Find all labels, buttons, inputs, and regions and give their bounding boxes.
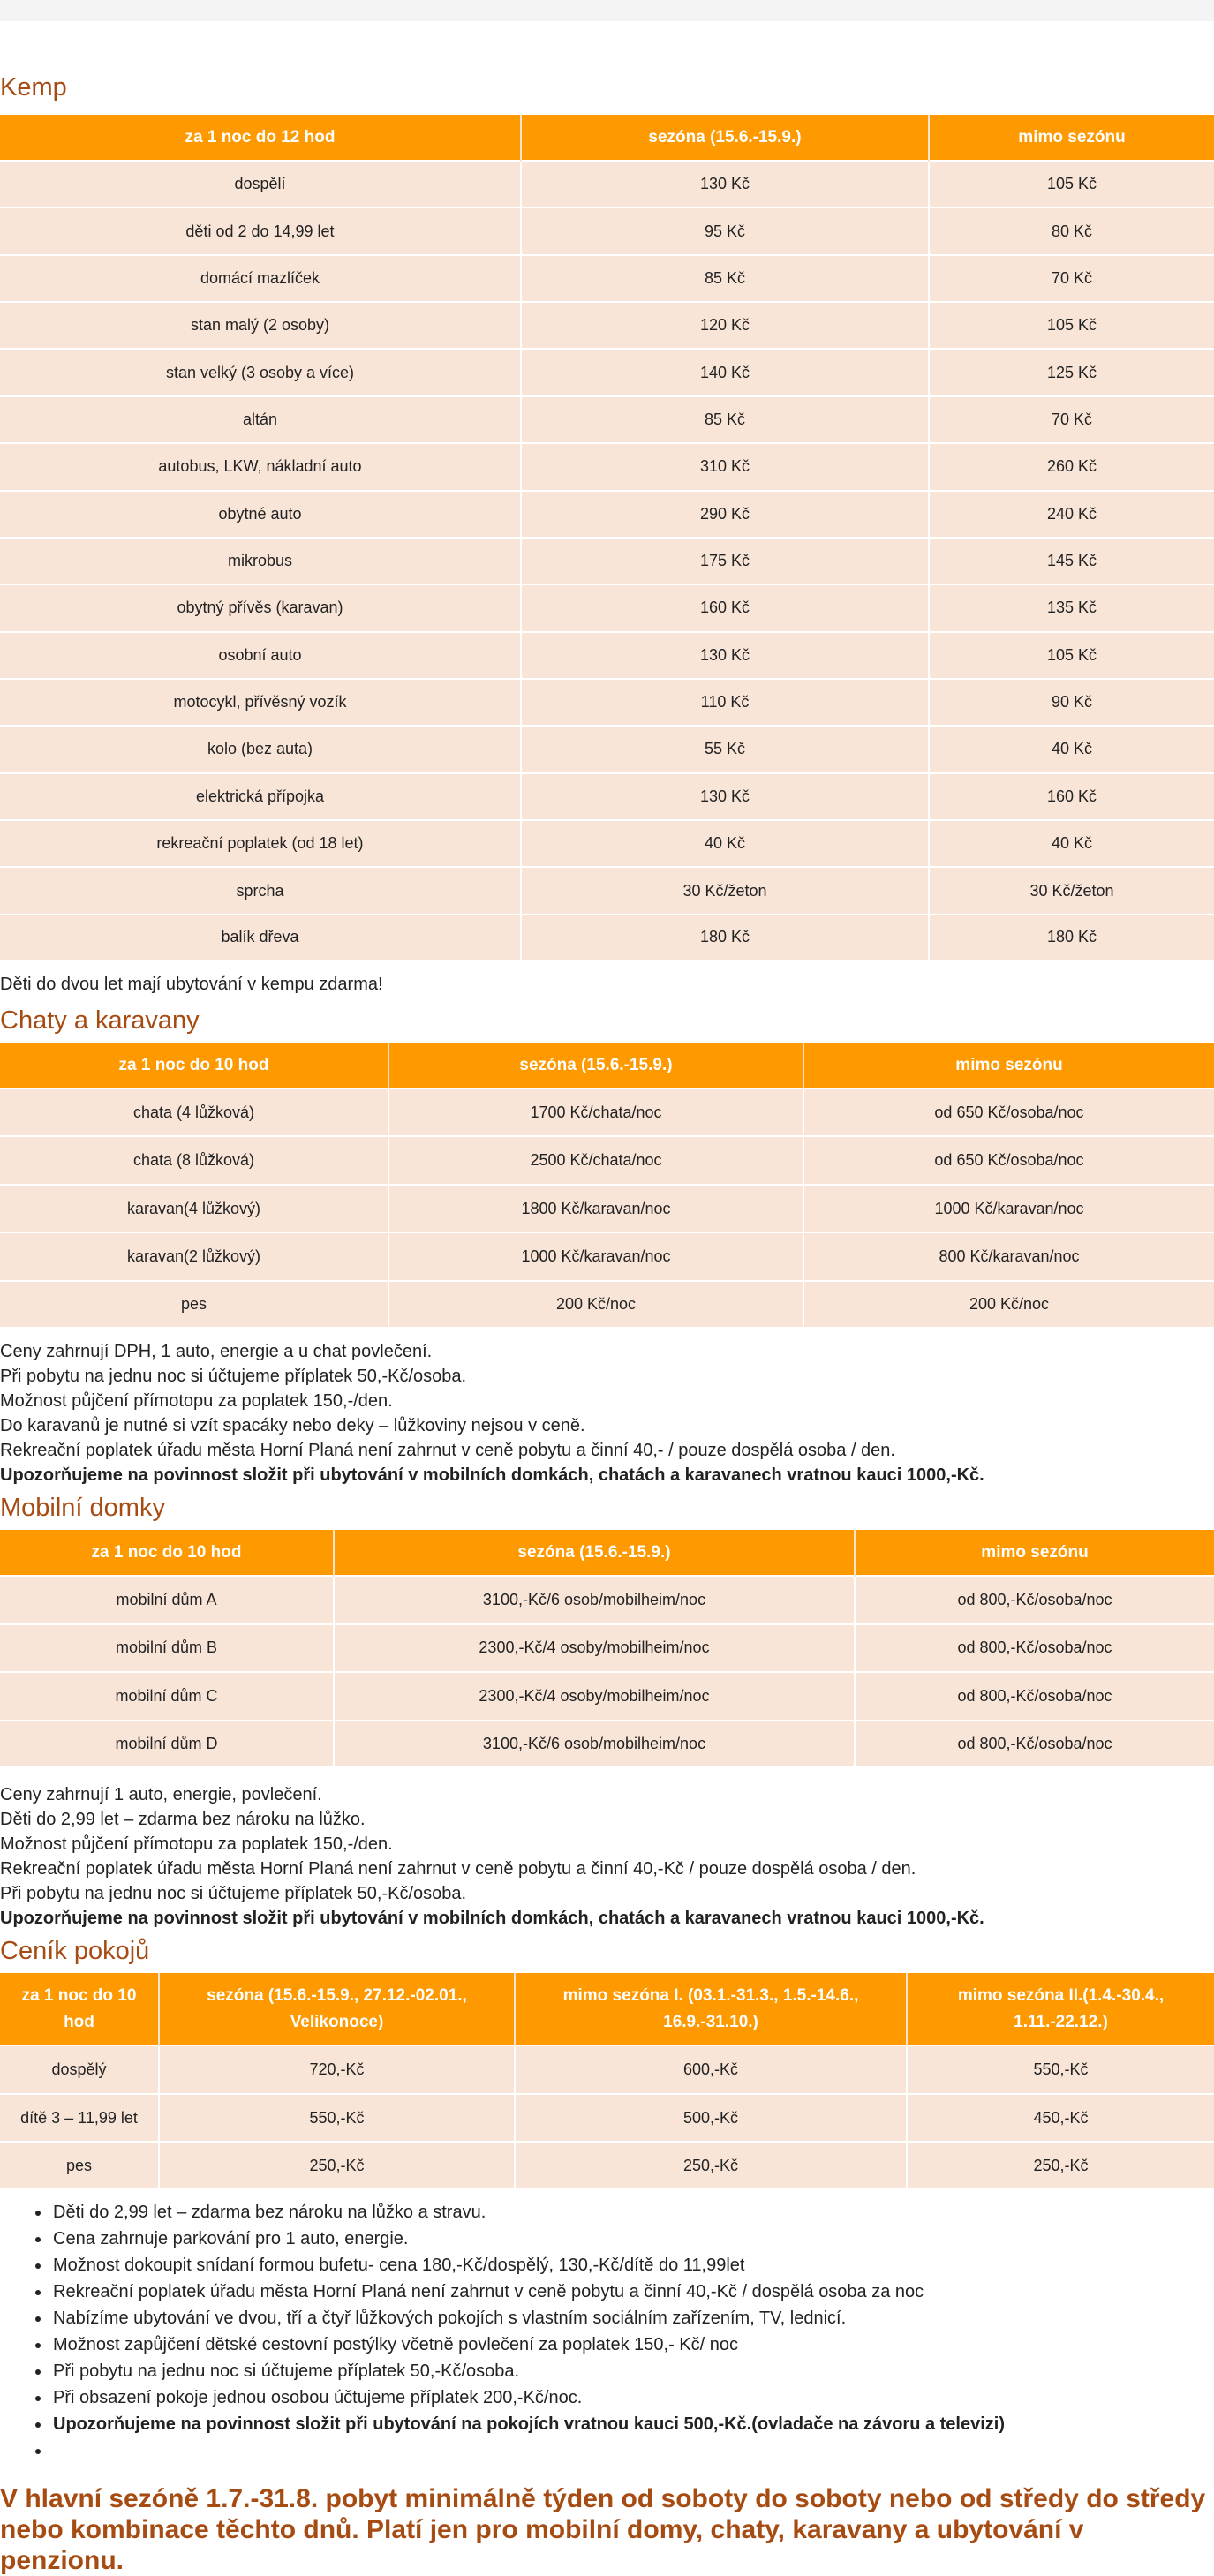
table-row — [0, 584, 1214, 631]
table-cell: 160 Kč — [521, 584, 929, 631]
table-row — [0, 1185, 1214, 1232]
table-cell: karavan(4 lůžkový) — [0, 1185, 388, 1232]
table-cell: od 800,-Kč/osoba/noc — [855, 1672, 1214, 1721]
list-item: • Děti do 2,99 let – zdarma bez nároku na lůžko a stravu. — [51, 2199, 1214, 2226]
table-cell: od 800,-Kč/osoba/noc — [855, 1576, 1214, 1624]
mobilni-note: Děti do 2,99 let – zdarma bez nároku na lůžko. — [0, 1810, 366, 1829]
table-cell: 130 Kč — [521, 773, 929, 820]
table-cell: sprcha — [0, 867, 521, 914]
chaty-note: Do karavanů je nutné si vzít spacáky nebo deky – lůžkoviny nejsou v ceně. — [0, 1416, 585, 1435]
table-cell: 180 Kč — [521, 915, 929, 960]
table-cell: obytný přívěs (karavan) — [0, 584, 521, 631]
chaty-notes — [0, 1339, 1214, 1488]
table-cell: 600,-Kč — [515, 2045, 907, 2094]
table-cell: 250,-Kč — [907, 2142, 1214, 2188]
table-cell: domácí mazlíček — [0, 255, 521, 302]
mobilni-note: Ceny zahrnují 1 auto, energie, povlečení. — [0, 1785, 322, 1804]
table-row — [0, 726, 1214, 772]
table-cell: 2300,-Kč/4 osoby/mobilheim/noc — [334, 1672, 855, 1721]
table-cell: 200 Kč/noc — [388, 1281, 803, 1327]
table-row — [0, 1088, 1214, 1136]
table-cell: 3100,-Kč/6 osob/mobilheim/noc — [334, 1721, 855, 1766]
table-cell: 290 Kč — [521, 491, 929, 538]
table-cell: 550,-Kč — [907, 2045, 1214, 2094]
table-cell: 105 Kč — [929, 302, 1214, 349]
table-row — [0, 302, 1214, 349]
table-cell: balík dřeva — [0, 915, 521, 960]
pokoje-info-list — [0, 2199, 1214, 2464]
chaty-note: Ceny zahrnují DPH, 1 auto, energie a u chat povlečení. — [0, 1342, 433, 1361]
table-row — [0, 820, 1214, 867]
table-row — [0, 867, 1214, 914]
table-row — [0, 443, 1214, 490]
table-cell: stan velký (3 osoby a více) — [0, 349, 521, 395]
column-header: mimo sezóna II.(1.4.-30.4., 1.11.-22.12.) — [907, 1973, 1214, 2045]
mobilni-note: Rekreační poplatek úřadu města Horní Planá není zahrnut v ceně pobytu a činní 40,-Kč / pouze dospělá osoba / den. — [0, 1859, 916, 1879]
table-row — [0, 1136, 1214, 1184]
table-cell: osobní auto — [0, 632, 521, 679]
table-row — [0, 2045, 1214, 2094]
table-row — [0, 915, 1214, 960]
table-cell: motocykl, přívěsný vozík — [0, 679, 521, 726]
table-cell: 720,-Kč — [159, 2045, 515, 2094]
table-cell: obytné auto — [0, 491, 521, 538]
table-cell: 240 Kč — [929, 491, 1214, 538]
table-cell: 30 Kč/žeton — [521, 867, 929, 914]
table-cell: 135 Kč — [929, 584, 1214, 631]
table-cell: 2300,-Kč/4 osoby/mobilheim/noc — [334, 1624, 855, 1673]
column-header: mimo sezónu — [803, 1043, 1214, 1088]
table-cell: 140 Kč — [521, 349, 929, 395]
column-header: za 1 noc do 10 hod — [0, 1043, 388, 1088]
mobilni-deposit-note: Upozorňujeme na povinnost složit při ubytování v mobilních domkách, chatách a karavanech vratnou kauci 1000,-Kč. — [0, 1909, 984, 1928]
table-cell: dítě 3 – 11,99 let — [0, 2094, 159, 2143]
table-cell: autobus, LKW, nákladní auto — [0, 443, 521, 490]
table-cell: pes — [0, 1281, 388, 1327]
table-cell: 120 Kč — [521, 302, 929, 349]
list-item: • Nabízíme ubytování ve dvou, tří a čtyř lůžkových pokojích s vlastním sociálním zařízením, TV, lednicí. — [51, 2305, 1214, 2331]
table-row — [0, 255, 1214, 302]
table-cell: elektrická přípojka — [0, 773, 521, 820]
column-header: sezóna (15.6.-15.9.) — [388, 1043, 803, 1088]
table-cell: 40 Kč — [929, 726, 1214, 772]
table-cell: od 650 Kč/osoba/noc — [803, 1088, 1214, 1136]
table-cell: pes — [0, 2142, 159, 2188]
table-cell: mobilní dům D — [0, 1721, 334, 1766]
mobilni-notes — [0, 1782, 1214, 1931]
list-item: • Rekreační poplatek úřadu města Horní Planá není zahrnut v ceně pobytu a činní 40,-Kč / dospělá osoba za noc — [51, 2278, 1214, 2305]
table-cell: chata (4 lůžková) — [0, 1088, 388, 1136]
table-cell: od 800,-Kč/osoba/noc — [855, 1721, 1214, 1766]
table-cell: děti od 2 do 14,99 let — [0, 207, 521, 254]
chaty-deposit-note: Upozorňujeme na povinnost složit při ubytování v mobilních domkách, chatách a karavanech vratnou kauci 1000,-Kč. — [0, 1465, 984, 1485]
table-row — [0, 2142, 1214, 2188]
table-cell: 550,-Kč — [159, 2094, 515, 2143]
table-cell: mikrobus — [0, 538, 521, 584]
list-item: • Cena zahrnuje parkování pro 1 auto, energie. — [51, 2226, 1214, 2252]
table-cell: 40 Kč — [929, 820, 1214, 867]
table-row — [0, 632, 1214, 679]
table-cell: 85 Kč — [521, 255, 929, 302]
section-title-chaty: Chaty a karavany — [0, 1006, 200, 1035]
price-page — [0, 71, 1214, 2576]
list-item: • Při obsazení pokoje jednou osobou účtujeme příplatek 200,-Kč/noc. — [51, 2384, 1214, 2411]
section-title-pokoje: Ceník pokojů — [0, 1937, 150, 1965]
table-cell: od 800,-Kč/osoba/noc — [855, 1624, 1214, 1673]
table-cell: 85 Kč — [521, 396, 929, 443]
column-header: sezóna (15.6.-15.9., 27.12.-02.01., Velikonoce) — [159, 1973, 515, 2045]
list-item: • Možnost zapůjčení dětské cestovní postýlky včetně povlečení za poplatek 150,- Kč/ noc — [51, 2331, 1214, 2358]
table-row — [0, 2094, 1214, 2143]
table-cell: 125 Kč — [929, 349, 1214, 395]
table-cell: mobilní dům C — [0, 1672, 334, 1721]
section-title-mobilni: Mobilní domky — [0, 1494, 165, 1522]
list-item: • Při pobytu na jednu noc si účtujeme příplatek 50,-Kč/osoba. — [51, 2358, 1214, 2384]
table-cell: 175 Kč — [521, 538, 929, 584]
table-cell: 55 Kč — [521, 726, 929, 772]
table-cell: 90 Kč — [929, 679, 1214, 726]
table-cell: 180 Kč — [929, 915, 1214, 960]
kemp-note: Děti do dvou let mají ubytování v kempu zdarma! — [0, 975, 383, 994]
table-cell: 70 Kč — [929, 255, 1214, 302]
table-cell: 3100,-Kč/6 osob/mobilheim/noc — [334, 1576, 855, 1624]
chaty-note: Možnost půjčení přímotopu za poplatek 150,-/den. — [0, 1391, 393, 1411]
table-row — [0, 1281, 1214, 1327]
table-cell: 145 Kč — [929, 538, 1214, 584]
table-cell: altán — [0, 396, 521, 443]
list-item-empty — [51, 2437, 1214, 2464]
table-cell: 40 Kč — [521, 820, 929, 867]
table-cell: 70 Kč — [929, 396, 1214, 443]
table-row — [0, 1721, 1214, 1766]
table-cell: dospělí — [0, 161, 521, 207]
table-cell: 2500 Kč/chata/noc — [388, 1136, 803, 1184]
table-cell: 130 Kč — [521, 632, 929, 679]
chaty-note: Rekreační poplatek úřadu města Horní Planá není zahrnut v ceně pobytu a činní 40,- / pouze dospělá osoba / den. — [0, 1441, 895, 1460]
table-cell: kolo (bez auta) — [0, 726, 521, 772]
mobilni-price-table — [0, 1530, 1214, 1766]
table-row — [0, 207, 1214, 254]
table-cell: 1800 Kč/karavan/noc — [388, 1185, 803, 1232]
table-cell: mobilní dům A — [0, 1576, 334, 1624]
table-row — [0, 679, 1214, 726]
table-cell: 250,-Kč — [515, 2142, 907, 2188]
table-cell: 30 Kč/žeton — [929, 867, 1214, 914]
table-row — [0, 773, 1214, 820]
table-cell: 95 Kč — [521, 207, 929, 254]
chaty-note: Při pobytu na jednu noc si účtujeme příplatek 50,-Kč/osoba. — [0, 1367, 467, 1386]
table-cell: rekreační poplatek (od 18 let) — [0, 820, 521, 867]
table-row — [0, 396, 1214, 443]
column-header: mimo sezóna I. (03.1.-31.3., 1.5.-14.6., 16.9.-31.10.) — [515, 1973, 907, 2045]
table-cell: 310 Kč — [521, 443, 929, 490]
table-cell: 1000 Kč/karavan/noc — [803, 1185, 1214, 1232]
column-header: mimo sezónu — [929, 115, 1214, 161]
table-cell: 800 Kč/karavan/noc — [803, 1232, 1214, 1280]
table-row — [0, 491, 1214, 538]
table-row — [0, 161, 1214, 207]
mobilni-note: Možnost půjčení přímotopu za poplatek 150,-/den. — [0, 1834, 393, 1854]
column-header: sezóna (15.6.-15.9.) — [334, 1530, 855, 1576]
main-season-note: V hlavní sezóně 1.7.-31.8. pobyt minimálně týden od soboty do soboty nebo od středy do středy nebo kombinace těchto dnů. Platí jen pro mobilní domy, chaty, karavany a ubytování v penzionu. — [0, 2484, 1206, 2575]
table-cell: 500,-Kč — [515, 2094, 907, 2143]
table-cell: 160 Kč — [929, 773, 1214, 820]
table-cell: stan malý (2 osoby) — [0, 302, 521, 349]
section-title-kemp: Kemp — [0, 73, 67, 102]
table-cell: 105 Kč — [929, 632, 1214, 679]
list-item: • Možnost dokoupit snídaní formou bufetu- cena 180,-Kč/dospělý, 130,-Kč/dítě do 11,99let — [51, 2252, 1214, 2278]
table-cell: chata (8 lůžková) — [0, 1136, 388, 1184]
table-cell: 105 Kč — [929, 161, 1214, 207]
table-row — [0, 1232, 1214, 1280]
table-cell: 260 Kč — [929, 443, 1214, 490]
list-item: • Upozorňujeme na povinnost složit při ubytování na pokojích vratnou kauci 500,-Kč.(ovladače na závoru a televizi) — [51, 2411, 1214, 2437]
kemp-price-table — [0, 115, 1214, 960]
column-header: za 1 noc do 10 hod — [0, 1973, 159, 2045]
table-row — [0, 1672, 1214, 1721]
table-cell: 80 Kč — [929, 207, 1214, 254]
table-cell: 200 Kč/noc — [803, 1281, 1214, 1327]
table-cell: 110 Kč — [521, 679, 929, 726]
column-header: za 1 noc do 12 hod — [0, 115, 521, 161]
table-cell: 130 Kč — [521, 161, 929, 207]
table-row — [0, 538, 1214, 584]
column-header: sezóna (15.6.-15.9.) — [521, 115, 929, 161]
top-bar — [0, 0, 1214, 21]
table-cell: 250,-Kč — [159, 2142, 515, 2188]
table-cell: 1700 Kč/chata/noc — [388, 1088, 803, 1136]
table-cell: 450,-Kč — [907, 2094, 1214, 2143]
table-row — [0, 1576, 1214, 1624]
table-row — [0, 1624, 1214, 1673]
table-cell: od 650 Kč/osoba/noc — [803, 1136, 1214, 1184]
table-row — [0, 349, 1214, 395]
column-header: mimo sezónu — [855, 1530, 1214, 1576]
chaty-price-table — [0, 1043, 1214, 1327]
table-cell: 1000 Kč/karavan/noc — [388, 1232, 803, 1280]
table-cell: dospělý — [0, 2045, 159, 2094]
table-cell: karavan(2 lůžkový) — [0, 1232, 388, 1280]
table-cell: mobilní dům B — [0, 1624, 334, 1673]
column-header: za 1 noc do 10 hod — [0, 1530, 334, 1576]
pokoje-price-table — [0, 1973, 1214, 2188]
mobilni-note: Při pobytu na jednu noc si účtujeme příplatek 50,-Kč/osoba. — [0, 1884, 467, 1903]
